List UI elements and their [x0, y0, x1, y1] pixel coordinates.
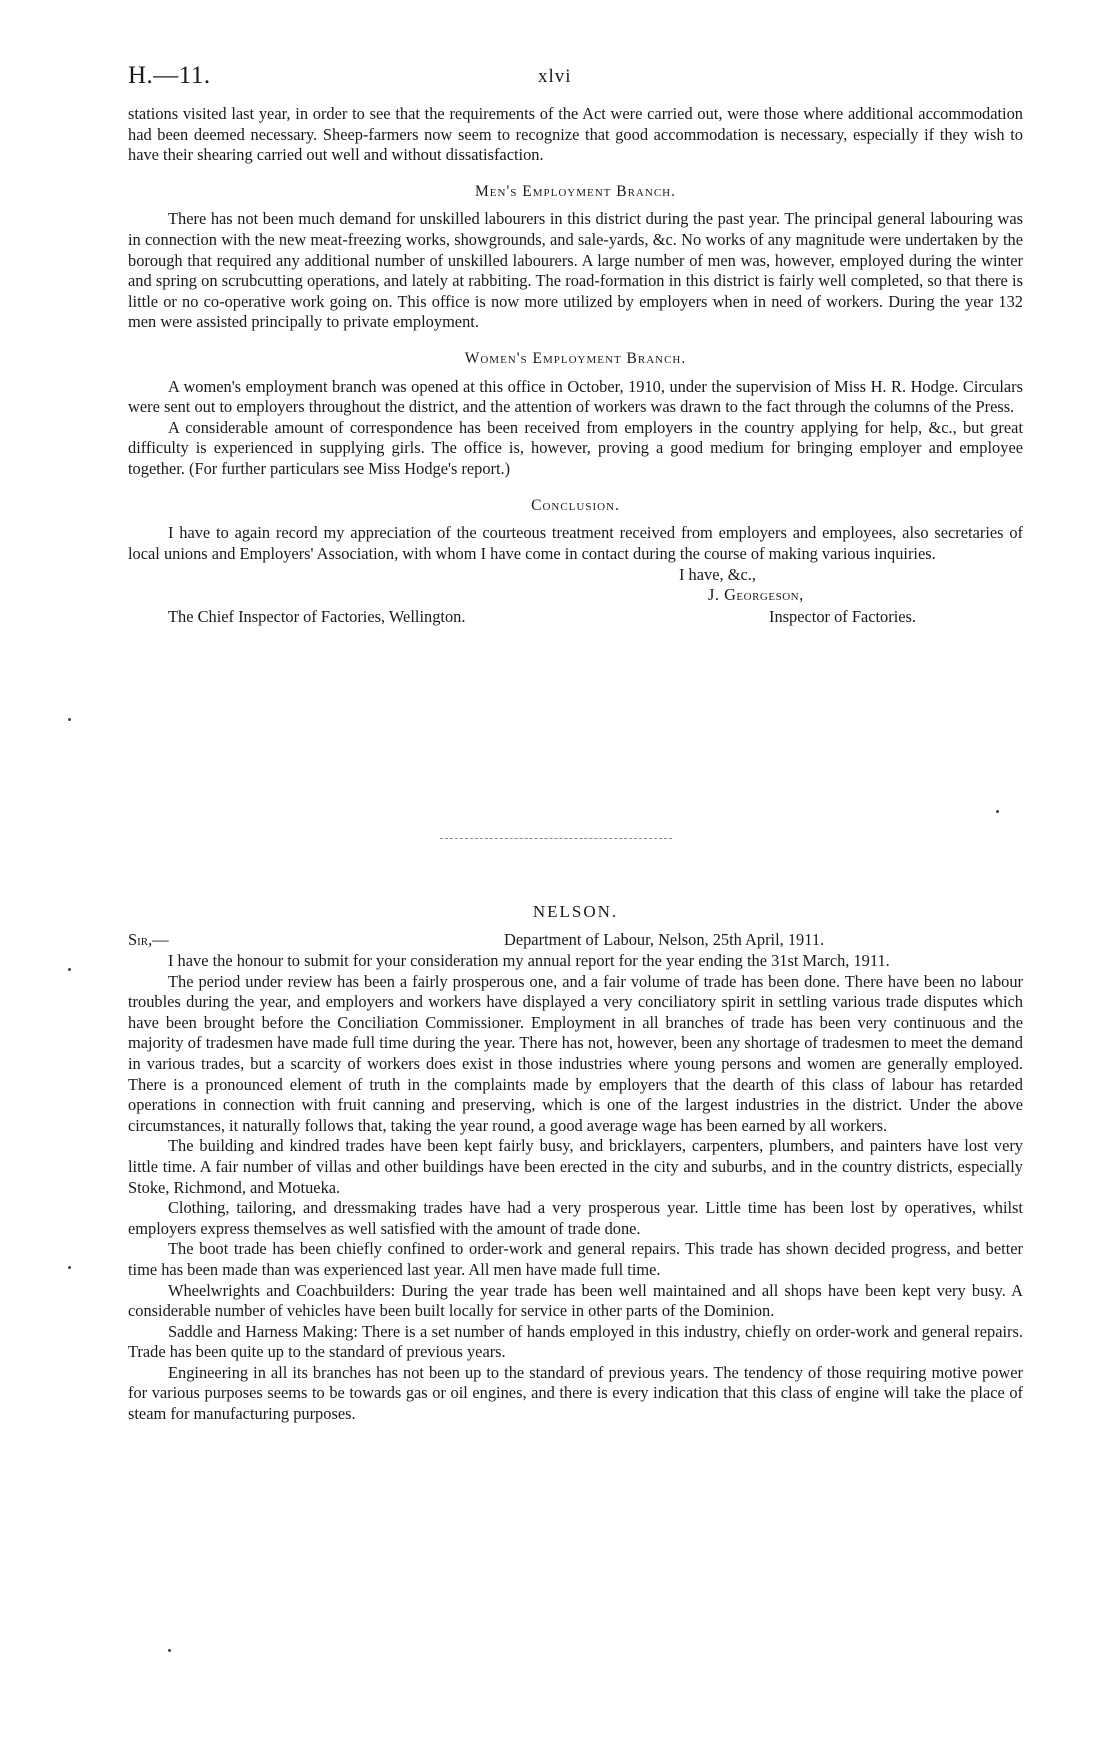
nelson-paragraph-2: The period under review has been a fairly prosperous one, and a fair volume of trade has been done. There have been no labour troubles during the year, and employers and workers have displayed a very conciliatory spirit in settling various trade disputes which have been brought before the Conciliation Commissioner. Employment in all branches of trade has been very continuous and the majority of tradesmen have made full time during the year. There has not, however, been any shortage of tradesmen to meet the demand in various trades, but a scarcity of workers does exist in those industries where young persons and women are generally employed. There is a pronounced element of truth in the complaints made by employers that the dearth of this class of labour has retarded operations in connection with fruit canning and preserving, which is one of the largest industries in the district. Under the above circumstances, it naturally follows that, taking the year round, a good average wage has been earned by all workers.	[128, 971, 1023, 1135]
scan-speck	[996, 810, 999, 813]
womens-employment-heading: Women's Employment Branch.	[464, 349, 687, 367]
nelson-paragraph-6: Wheelwrights and Coachbuilders: During the year trade has been well maintained and all shops have been kept very busy. A considerable number of vehicles have been built locally for service in other parts of the Dominion.	[128, 1280, 1023, 1321]
womens-paragraph-2: A considerable amount of correspondence has been received from employers in the country applying for help, &c., but great difficulty is experienced in supplying girls. The office is, however, proving a good medium for bringing employer and employee together. (For further particulars see Miss Hodge's report.)	[128, 417, 1023, 478]
signoff: I have, &c.,	[679, 565, 756, 585]
nelson-paragraph-4: Clothing, tailoring, and dressmaking trades have had a very prosperous year. Little time has been lost by operatives, whilst employers express themselves as well satisfied with the amount of trade done.	[128, 1198, 1023, 1238]
nelson-paragraph-1: I have the honour to submit for your consideration my annual report for the year ending the 31st March, 1911.	[168, 951, 890, 970]
dateline: Department of Labour, Nelson, 25th April, 1911.	[504, 930, 825, 949]
section-divider	[440, 838, 672, 839]
nelson-paragraph-8: Engineering in all its branches has not been up to the standard of previous years. The tendency of those requiring motive power for various purposes seems to be towards gas or oil engines, and there is every indication that this class of engine will take the place of steam for manufacturing purposes.	[128, 1362, 1023, 1424]
signatory-title: Inspector of Factories.	[769, 607, 917, 627]
top-section	[128, 104, 1023, 629]
nelson-paragraph-5: The boot trade has been chiefly confined to order-work and general repairs. This trade has shown decided progress, and better time has been made than was experienced last year. All men have made full time.	[128, 1239, 1023, 1279]
page-reference: H.—11.	[128, 62, 211, 89]
nelson-paragraph-7: Saddle and Harness Making: There is a set number of hands employed in this industry, chiefly on order-work and general repairs. Trade has been quite up to the standard of previous years.	[128, 1321, 1023, 1362]
mens-employment-heading: Men's Employment Branch.	[475, 182, 676, 200]
addressee: The Chief Inspector of Factories, Wellington.	[168, 607, 466, 627]
scan-speck	[68, 718, 71, 721]
signatory-name: J. Georgeson,	[708, 585, 804, 605]
intro-paragraph: stations visited last year, in order to see that the requirements of the Act were carried out, were those where additional accommodation had been deemed necessary. Sheep-farmers now seem to recognize that good accommodation is necessary, especially if they wish to have their shearing carried out well and without dissatisfaction.	[128, 104, 1023, 165]
nelson-heading: NELSON.	[532, 902, 619, 921]
page-header	[128, 62, 1023, 92]
signature-block	[128, 565, 1023, 629]
womens-paragraph-1: A women's employment branch was opened at this office in October, 1910, under the supervision of Miss H. R. Hodge. Circulars were sent out to employers throughout the district, and the attention of workers was drawn to the fact through the columns of the Press.	[128, 376, 1023, 417]
scan-speck	[68, 1266, 71, 1269]
page-number: xlvi	[538, 66, 572, 87]
salutation: Sir,—	[128, 930, 169, 949]
scan-speck	[168, 1649, 171, 1652]
salutation-line	[128, 930, 1023, 951]
conclusion-heading: Conclusion.	[531, 496, 620, 514]
conclusion-paragraph: I have to again record my appreciation of the courteous treatment received from employers and employees, also secretaries of local unions and Employers' Association, with whom I have come in contact during the course of making various inquiries.	[128, 523, 1023, 563]
nelson-paragraph-3: The building and kindred trades have been kept fairly busy, and bricklayers, carpenters, plumbers, and painters have lost very little time. A fair number of villas and other buildings have been erected in the city and suburbs, and in the country districts, especially Stoke, Richmond, and Motueka.	[128, 1136, 1023, 1197]
nelson-section	[128, 930, 1023, 1425]
mens-employment-paragraph: There has not been much demand for unskilled labourers in this district during the past year. The principal general labouring was in connection with the new meat-freezing works, showgrounds, and sale-yards, &c. No works of any magnitude were undertaken by the borough that required any additional number of unskilled labourers. A large number of men was, however, employed during the winter and spring on scrubcutting operations, and lately at rabbiting. The road-formation in this district is fairly well completed, so that there is little or no co-operative work going on. This office is now more utilized by employers when in need of workers. During the year 132 men were assisted principally to private employment.	[128, 209, 1023, 332]
scan-speck	[68, 968, 71, 971]
